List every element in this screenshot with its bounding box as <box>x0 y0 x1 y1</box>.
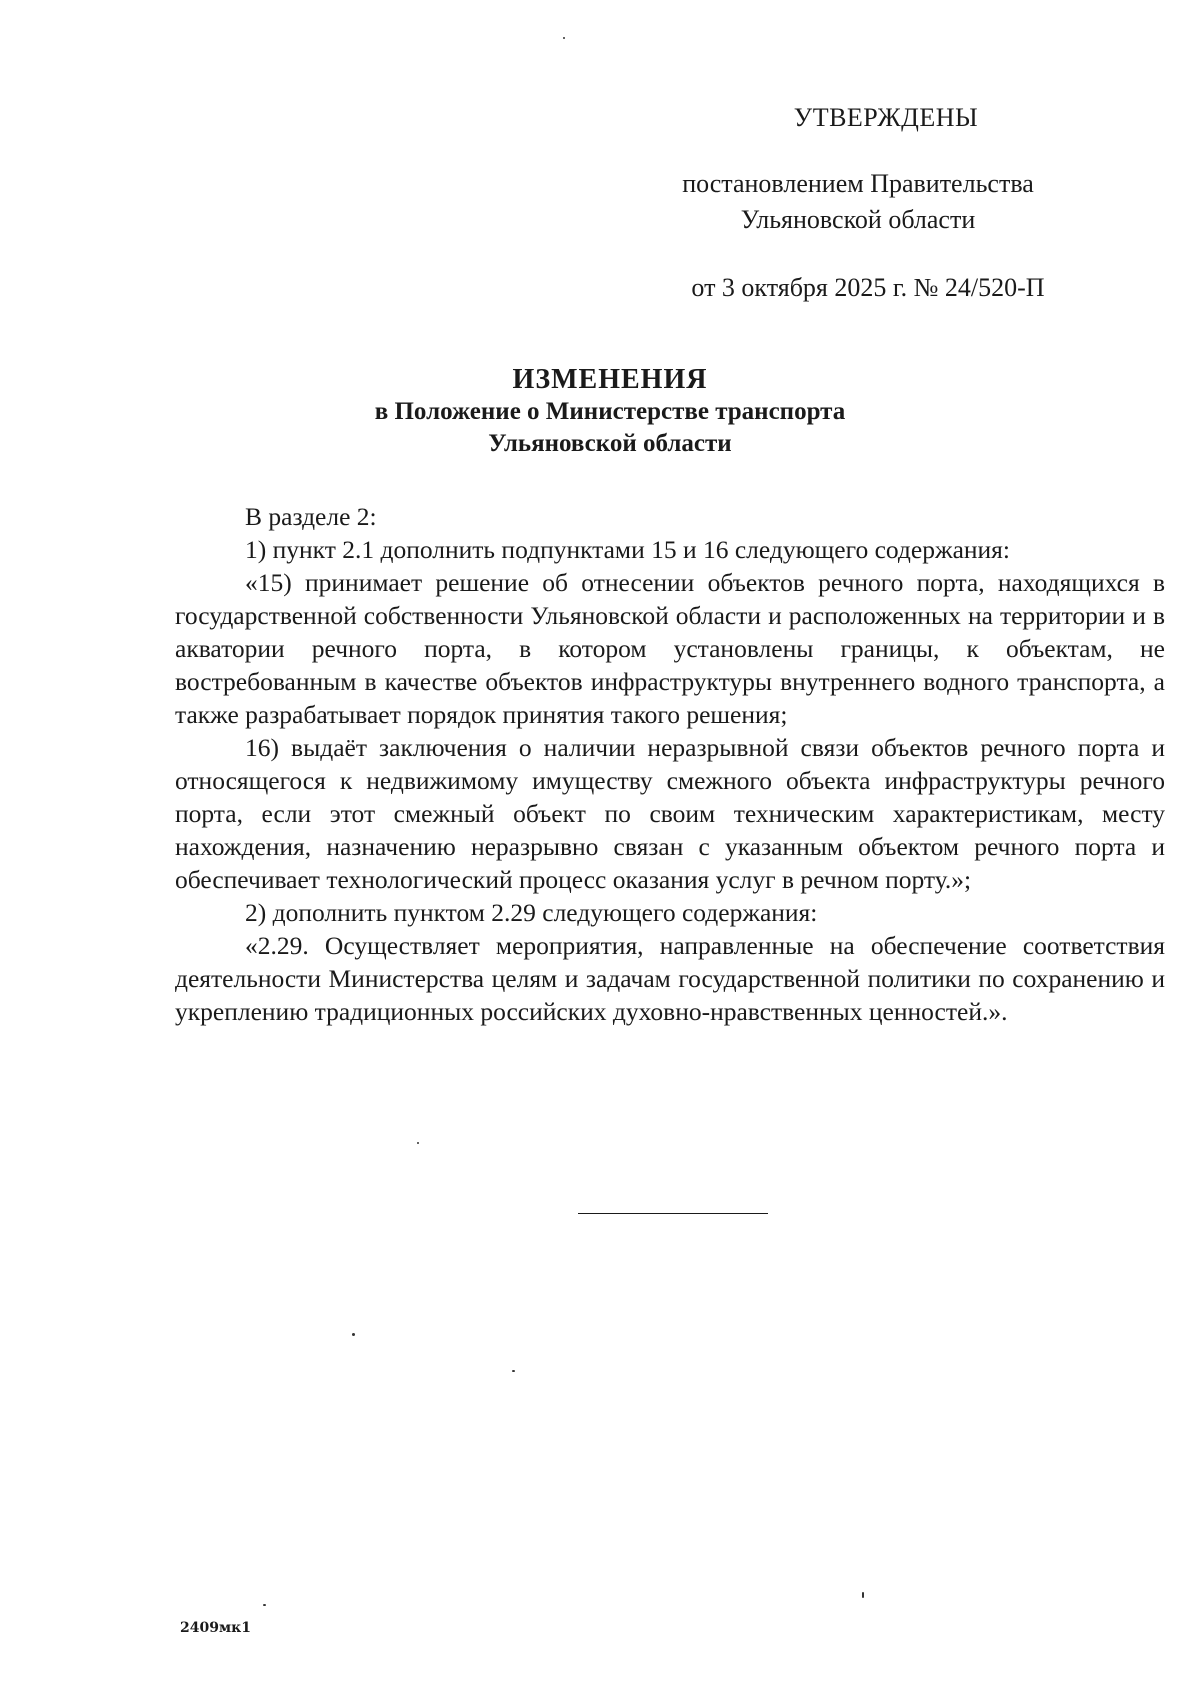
approval-basis-line2: Ульяновской области <box>740 205 976 234</box>
point-2-29: «2.29. Осуществляет мероприятия, направленные на обеспечение соответствия деятельности Министерства целям и задачам государственной политики по сохранению и укреплению традиционных российских духовно-нравственных ценностей.». <box>175 931 1165 1026</box>
approval-date-number: от 3 октября 2025 г. № 24/520-П <box>691 273 1045 302</box>
subpoint-16: 16) выдаёт заключения о наличии неразрывной связи объектов речного порта и относящегося к недвижимому имуществу смежного объекта инфраструктуры речного порта, если этот смежный объект по своим техническим характеристикам, месту нахождения, назначению неразрывно связан с указанным объектом речного порта и обеспечивает технологический процесс оказания услуг в речном порту.»; <box>175 733 1165 894</box>
document-subtitle-line2: Ульяновской области <box>488 430 732 457</box>
closing-divider <box>578 1213 768 1214</box>
scan-speck <box>862 1592 864 1598</box>
section-intro: В разделе 2: <box>245 502 377 531</box>
approval-basis-line1: постановлением Правительства <box>682 169 1034 198</box>
approved-stamp: УТВЕРЖДЕНЫ <box>793 103 979 132</box>
amendment-item-1: 1) пункт 2.1 дополнить подпунктами 15 и 16 следующего содержания: <box>245 535 1010 564</box>
scan-speck <box>417 1142 419 1144</box>
approval-block <box>658 100 1058 306</box>
scan-speck <box>263 1604 266 1606</box>
document-heading <box>175 364 1045 460</box>
scan-speck <box>352 1333 355 1336</box>
scan-speck <box>512 1370 515 1372</box>
approval-basis <box>658 166 1058 238</box>
document-body <box>175 500 1165 1028</box>
document-title: ИЗМЕНЕНИЯ <box>512 364 708 395</box>
subpoint-15: «15) принимает решение об отнесении объектов речного порта, находящихся в государственной собственности Ульяновской области и расположенных на территории и в акватории речного порта, в котором установлены границы, к объектам, не востребованным в качестве объектов инфраструктуры внутреннего водного транспорта, а также разрабатывает порядок принятия такого решения; <box>175 568 1165 729</box>
amendment-item-2: 2) дополнить пунктом 2.29 следующего содержания: <box>245 898 818 927</box>
document-code: 2409мк1 <box>180 1620 251 1636</box>
scan-speck <box>563 37 565 39</box>
document-subtitle-line1: в Положение о Министерстве транспорта <box>374 398 846 425</box>
